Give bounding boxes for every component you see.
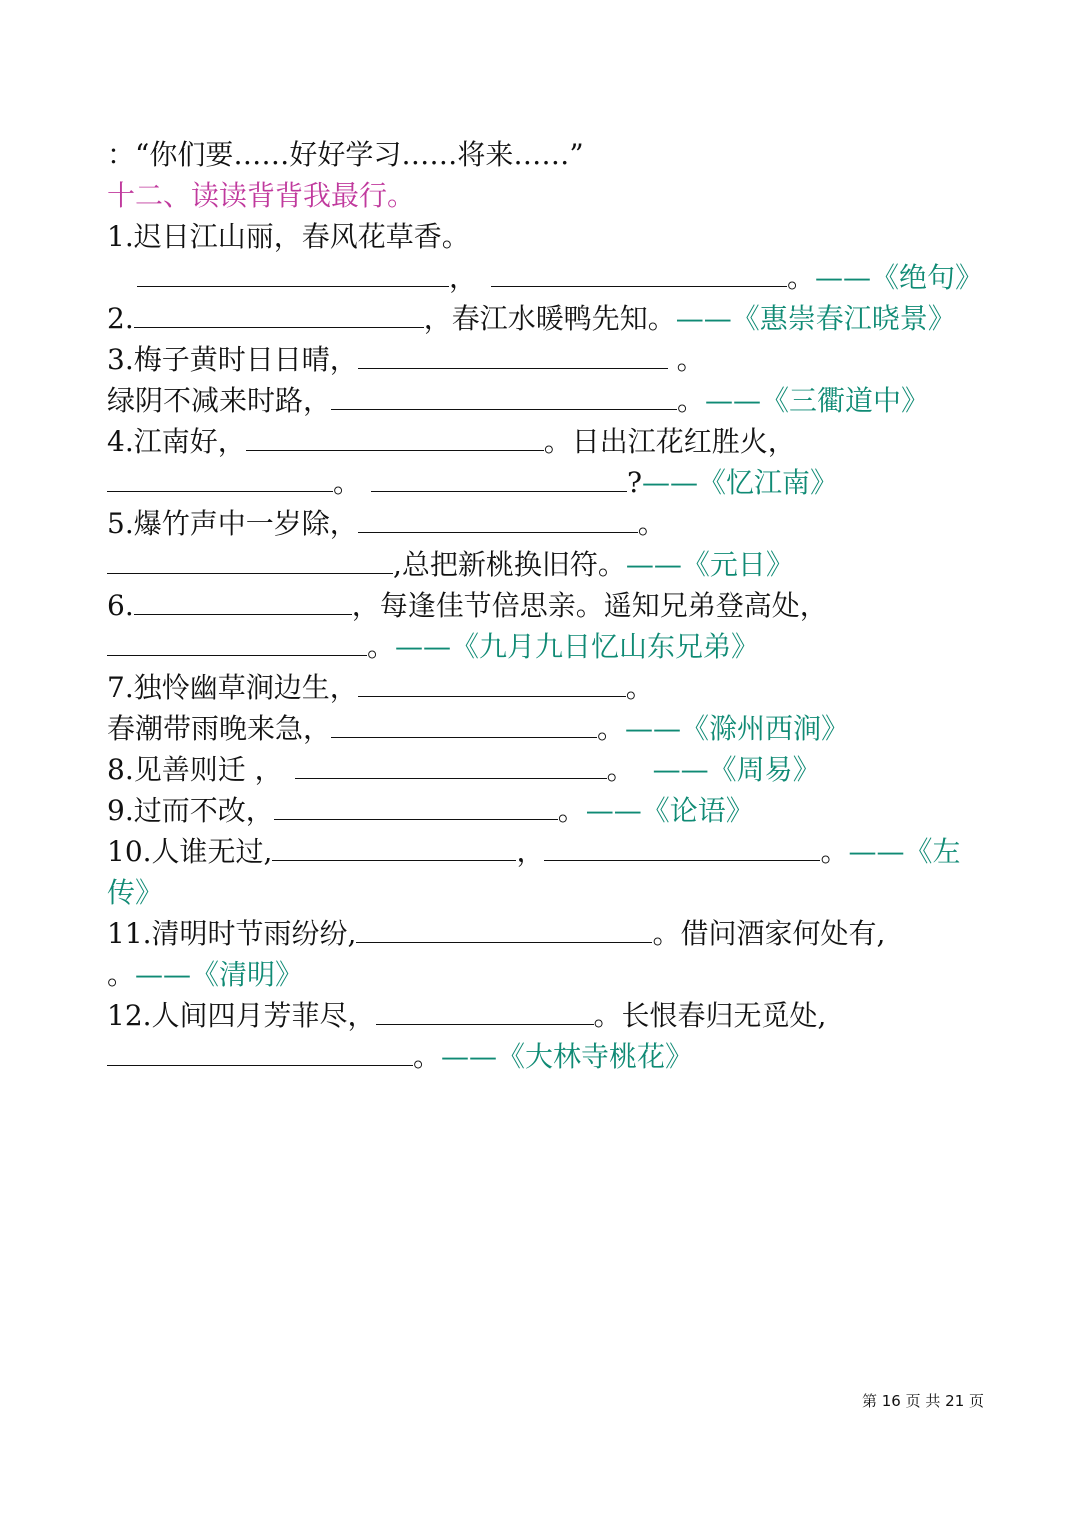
poem-text: 绿阴不减来时路， (107, 384, 332, 417)
answer-blank[interactable] (356, 916, 652, 943)
answer-blank[interactable] (134, 301, 424, 328)
poem-item-12-line2 (107, 1039, 693, 1075)
poem-source: ——《三衢道中》 (705, 384, 930, 417)
poem-item-1 (107, 219, 470, 255)
poem-text: ，春江水暖鸭先知。 (423, 302, 676, 335)
punctuation: ， (516, 835, 545, 868)
poem-item-3-line2 (107, 383, 929, 419)
punctuation: ? (627, 466, 643, 499)
punctuation: ， (449, 261, 478, 294)
poem-item-2 (107, 301, 956, 337)
answer-blank[interactable] (246, 424, 544, 451)
punctuation: 。 (677, 384, 706, 417)
answer-blank[interactable] (274, 793, 558, 820)
answer-blank[interactable] (107, 629, 367, 656)
poem-text: 人间四月芳菲尽， (151, 999, 376, 1032)
answer-blank[interactable] (358, 670, 626, 697)
item-number: 5. (107, 507, 134, 540)
poem-text: 江南好， (133, 425, 246, 458)
answer-blank[interactable] (331, 383, 677, 410)
poem-source: ——《论语》 (585, 794, 754, 827)
item-number: 2. (107, 302, 134, 335)
punctuation: 。 (787, 261, 816, 294)
poem-item-7-line2 (107, 711, 849, 747)
poem-item-5 (107, 506, 666, 542)
item-number: 8. (107, 753, 134, 786)
poem-item-4-line2 (107, 465, 838, 501)
intro-quote-line: ：“你们要……好好学习……将来……” (107, 138, 584, 171)
answer-blank[interactable] (358, 342, 668, 369)
punctuation: 。 (606, 753, 635, 786)
poem-item-11 (107, 916, 885, 952)
item-number: 12. (107, 999, 152, 1032)
poem-item-6-line2 (107, 629, 759, 665)
poem-text: 爆竹声中一岁除， (133, 507, 358, 540)
poem-source: ——《大林寺桃花》 (441, 1040, 694, 1073)
answer-blank[interactable] (491, 260, 787, 287)
poem-text: 梅子黄时日日晴， (133, 343, 358, 376)
poem-source: ——《滁州西涧》 (625, 712, 850, 745)
poem-item-10-source-cont: 传》 (107, 876, 164, 909)
poem-item-6 (107, 588, 828, 624)
answer-blank[interactable] (137, 260, 449, 287)
poem-text: 独怜幽草涧边生， (133, 671, 358, 704)
poem-text: 人谁无过, (151, 835, 273, 868)
poem-text: 清明时节雨纷纷, (151, 917, 357, 950)
answer-blank[interactable] (331, 711, 597, 738)
poem-item-7 (107, 670, 654, 706)
poem-item-1-line2 (137, 260, 983, 296)
poem-source: ——《绝句》 (815, 261, 984, 294)
answer-blank[interactable] (376, 998, 594, 1025)
answer-blank[interactable] (107, 1039, 413, 1066)
poem-item-4 (107, 424, 796, 460)
item-number: 3. (107, 343, 134, 376)
poem-item-9 (107, 793, 754, 829)
answer-blank[interactable] (107, 465, 333, 492)
item-number: 9. (107, 794, 134, 827)
poem-source: ——《九月九日忆山东兄弟》 (395, 630, 760, 663)
punctuation: 。 (637, 507, 666, 540)
poem-text: ,总把新桃换旧符。 (393, 548, 626, 581)
answer-blank[interactable] (544, 834, 820, 861)
answer-blank[interactable] (371, 465, 627, 492)
punctuation: 。 (557, 794, 586, 827)
item-number: 4. (107, 425, 134, 458)
punctuation: 。 (107, 958, 136, 991)
poem-item-3 (107, 342, 705, 378)
item-number: 6. (107, 589, 134, 622)
answer-blank[interactable] (295, 752, 607, 779)
section-title: 十二、读读背背我最行。 (107, 179, 416, 212)
punctuation: 。 (597, 712, 626, 745)
punctuation: 。 (333, 466, 362, 499)
poem-text: 见善则迁 ， (133, 753, 283, 786)
answer-blank[interactable] (358, 506, 638, 533)
poem-text: 春潮带雨晚来急， (107, 712, 332, 745)
punctuation: 。 (367, 630, 396, 663)
punctuation: 。 (667, 343, 705, 376)
poem-source: ——《周易》 (652, 753, 821, 786)
punctuation: 。 (820, 835, 849, 868)
item-number: 10. (107, 835, 152, 868)
poem-item-12 (107, 998, 826, 1034)
answer-blank[interactable] (107, 547, 393, 574)
answer-blank[interactable] (134, 588, 352, 615)
poem-item-5-line2 (107, 547, 794, 583)
answer-blank[interactable] (272, 834, 516, 861)
poem-item-10 (107, 834, 960, 870)
item-number: 1. (107, 220, 134, 253)
poem-text: ，每逢佳节倍思亲。遥知兄弟登高处， (351, 589, 828, 622)
poem-text: 迟日江山丽，春风花草香。 (133, 220, 470, 253)
poem-text: 。长恨春归无觅处, (593, 999, 827, 1032)
punctuation: 。 (413, 1040, 442, 1073)
poem-item-11-line2 (107, 957, 303, 993)
poem-source: ——《左 (848, 835, 961, 868)
poem-source: ——《惠崇春江晓景》 (675, 302, 956, 335)
poem-text: 过而不改， (133, 794, 274, 827)
poem-text: 。借问酒家何处有, (652, 917, 886, 950)
poem-source: ——《清明》 (135, 958, 304, 991)
poem-item-8 (107, 752, 821, 788)
item-number: 7. (107, 671, 134, 704)
item-number: 11. (107, 917, 152, 950)
poem-source: ——《忆江南》 (642, 466, 839, 499)
poem-text: 。日出江花红胜火， (543, 425, 796, 458)
page-number-footer: 第 16 页 共 21 页 (862, 1392, 985, 1410)
punctuation: 。 (625, 671, 654, 704)
poem-source: ——《元日》 (625, 548, 794, 581)
